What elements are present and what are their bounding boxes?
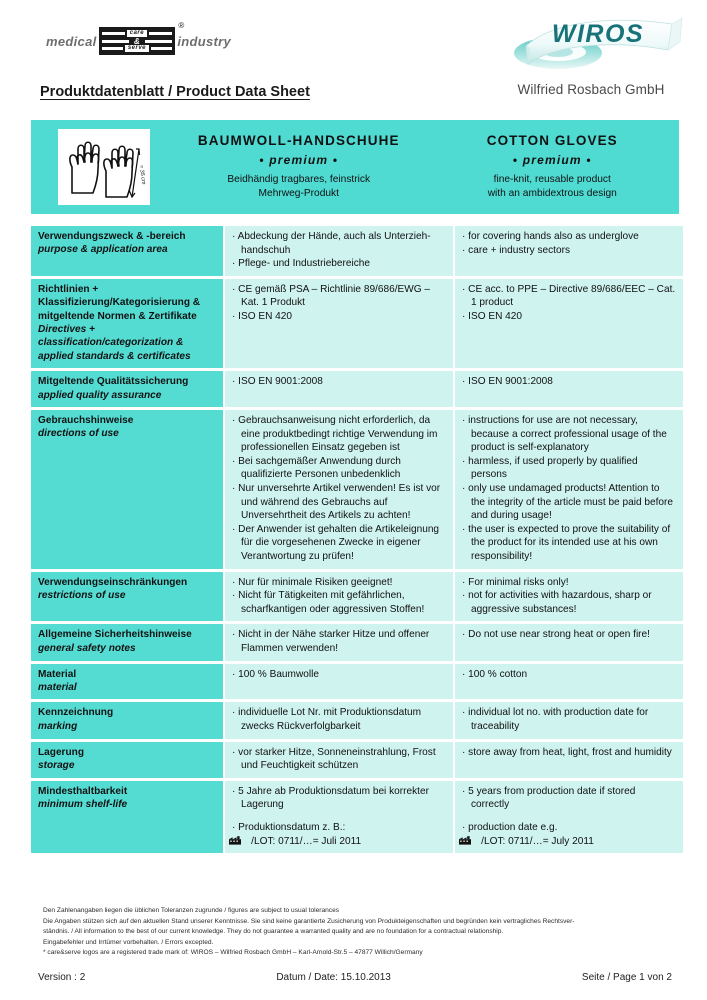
row-label-cell [31, 702, 223, 738]
row-label-de: Lagerung [38, 746, 84, 758]
bullet-item: · CE acc. to PPE – Directive 89/686/EEC – Cat. 1 product [462, 283, 676, 309]
product-premium-de: • premium • [259, 153, 339, 167]
product-desc-de-line1: Beidhändig tragbares, feinstrick [227, 174, 371, 185]
row-label-cell [31, 410, 223, 569]
row-label-cell [31, 817, 223, 853]
row-label-cell [31, 664, 223, 700]
glove-illustration [58, 129, 150, 205]
fine-print-line: Den Zahlenangaben liegen die üblichen Toleranzen zugrunde / figures are subject to usual tolerances [43, 907, 340, 914]
logo-word-medical: medical [46, 33, 97, 49]
row-label-de: Mitgeltende Qualitätssicherung [38, 376, 189, 388]
logo-tag-care: care [127, 30, 147, 37]
bullet-item: · production date e.g. [462, 821, 558, 833]
row-content-de [225, 371, 453, 407]
bullet-item: · Nur unversehrte Artikel verwenden! Es ist vor und während des Gebrauchs auf Unversehrtheit des Artikels zu achten! [232, 483, 441, 522]
fine-print-line: Eingabefehler und Irrtümer vorbehalten. / Errors excepted. [43, 938, 214, 946]
row-label-cell [31, 572, 223, 622]
row-label-cell [31, 624, 223, 660]
bullet-item: · ISO EN 420 [462, 310, 523, 322]
row-content-de [225, 817, 453, 853]
table-row [31, 742, 683, 778]
row-label-en: applied quality assurance [38, 389, 162, 401]
bullet-item: · not for activities with hazardous, sharp or aggressive substances! [462, 590, 652, 615]
row-content-de [225, 742, 453, 778]
product-name-en: COTTON GLOVES [486, 133, 618, 148]
table-row [31, 226, 683, 276]
bullet-item: · Produktionsdatum z. B.: [232, 821, 346, 833]
glove-illustration-svg [60, 131, 148, 203]
row-label-cell [31, 781, 223, 817]
row-label-de: Kennzeichnung [38, 707, 114, 719]
bullet-item: · individual lot no. with production date for traceability [462, 707, 649, 732]
row-content-en [455, 742, 683, 778]
footer-page: Seite / Page 1 von 2 [581, 972, 672, 983]
specification-table [31, 226, 683, 853]
row-label-en: marking [38, 720, 78, 732]
company-name: Wilfried Rosbach GmbH [517, 82, 665, 97]
lot-text: /LOT: 0711/…= Juli 2011 [251, 835, 362, 847]
table-row [31, 371, 683, 407]
product-desc-en-line2: with an ambidextrous design [487, 188, 617, 199]
care-and-serve-logo [46, 21, 231, 58]
fine-print-line: Die Angaben stützen sich auf den aktuellen Stand unserer Kenntnisse. Sie sind keine garantierte Zusicherung von Produkteigenschaften und begründen kein vertragliches Rechtsver- [43, 917, 575, 925]
row-content-en [455, 279, 683, 368]
fine-print-line: * care&serve logos are a registered trade mark of: WIROS – Wilfried Rosbach GmbH – Karl-Arnold-Str.5 – 47877 Willich/Germany [43, 949, 423, 957]
fine-print [43, 906, 663, 959]
logo-bar-left [102, 32, 125, 35]
logo-tag-serve: serve [125, 45, 149, 52]
row-label-de: Gebrauchshinweise [38, 415, 134, 427]
bullet-item: · care + industry sectors [462, 244, 570, 256]
logo-bar-right-3 [151, 47, 172, 50]
row-content-de [225, 410, 453, 569]
logo-bar-right [149, 32, 172, 35]
row-content-de [225, 279, 453, 368]
bullet-item: · CE gemäß PSA – Richtlinie 89/686/EWG – Kat. 1 Produkt [232, 283, 431, 309]
row-label-de: Verwendungszweck & -bereich [38, 231, 186, 242]
row-content-en [455, 781, 683, 817]
bullet-item: · the user is expected to prove the suitability of the product for its intended use at his own responsibility! [462, 523, 671, 562]
row-label-cell [31, 226, 223, 276]
bullet-item: · ISO EN 420 [232, 310, 293, 322]
document-footer [38, 972, 672, 983]
registered-trademark-icon: ® [178, 21, 185, 30]
product-desc-en-line1: fine-knit, reusable product [493, 174, 611, 185]
row-label-en: Directives + classification/categorization & applied standards & certificates [38, 324, 191, 362]
manufacturer-lot-icon [468, 836, 480, 845]
product-desc-de-line2: Mehrweg-Produkt [258, 188, 339, 199]
logo-tag-amp: & [134, 36, 140, 46]
product-desc-de [227, 173, 370, 201]
document-header [0, 0, 707, 118]
bullet-item: · Abdeckung der Hände, auch als Unterzieh-handschuh [232, 231, 431, 256]
bullet-item [232, 835, 446, 849]
bullet-item: · Der Anwender ist gehalten die Artikeleignung für die vorgesehenen Zwecke in eigener Verantwortung zu prüfen! [232, 523, 440, 562]
bullet-item: · Do not use near strong heat or open fire! [462, 629, 650, 641]
row-label-de: Material [38, 668, 77, 680]
row-label-en: storage [38, 759, 75, 771]
bullet-item: · Bei sachgemäßer Anwendung durch qualifizierte Personen unbedenklich [232, 455, 401, 481]
logo-row-care [102, 30, 173, 37]
row-label-de: Mindesthaltbarkeit [38, 785, 128, 797]
footer-version: Version : 2 [38, 972, 86, 983]
logo-row-amp [102, 38, 173, 45]
product-title-band [31, 120, 679, 214]
row-content-en [455, 572, 683, 622]
row-content-en [455, 226, 683, 276]
bullet-item: · for covering hands also as underglove [462, 231, 639, 242]
logo-bar-left-2 [102, 40, 130, 43]
row-content-en [455, 664, 683, 700]
bullet-item: · individuelle Lot Nr. mit Produktionsdatum zwecks Rückverfolgbarkeit [232, 707, 422, 732]
bullet-item: · instructions for use are not necessary, because a correct professional usage of the product is self-explanatory [462, 415, 667, 454]
row-label-en: minimum shelf-life [38, 799, 128, 811]
row-content-de [225, 702, 453, 738]
row-content-de [225, 781, 453, 817]
row-label-de: Verwendungseinschränkungen [38, 576, 188, 588]
bullet-item: · 100 % cotton [462, 668, 528, 680]
product-premium-en: • premium • [512, 153, 592, 167]
row-content-de [225, 226, 453, 276]
row-content-de [225, 664, 453, 700]
product-desc-en [488, 173, 617, 201]
row-label-cell [31, 742, 223, 778]
table-row [31, 664, 683, 700]
bullet-item: · For minimal risks only! [462, 576, 569, 588]
table-row [31, 572, 683, 622]
row-content-de [225, 572, 453, 622]
care-serve-mark [99, 21, 185, 55]
logo-bar-left-3 [102, 47, 123, 50]
row-content-en [455, 624, 683, 660]
row-label-en: directions of use [38, 428, 119, 440]
logo-bar-right-2 [145, 40, 173, 43]
bullet-item: · ISO EN 9001:2008 [232, 376, 323, 388]
bullet-item: · only use undamaged products! Attention to the integrity of the article must be paid before and during usage! [462, 483, 673, 522]
row-label-cell [31, 279, 223, 368]
bullet-item: · vor starker Hitze, Sonneneinstrahlung, Frost und Feuchtigkeit schützen [232, 746, 436, 772]
bullet-item: · ISO EN 9001:2008 [462, 376, 553, 388]
row-content-en [455, 702, 683, 738]
row-label-en: purpose & application area [38, 244, 168, 256]
table-row [31, 781, 683, 817]
bullet-item: · Pflege- und Industriebereiche [232, 258, 371, 270]
row-label-en: material [38, 681, 77, 693]
measure-label: ≈ 35 cm [137, 164, 147, 185]
lot-text: /LOT: 0711/…= July 2011 [481, 835, 594, 847]
bullet-item: · store away from heat, light, frost and humidity [462, 746, 672, 758]
table-row [31, 279, 683, 368]
product-title-de [172, 120, 426, 214]
bullet-item: · Gebrauchsanweisung nicht erforderlich, da eine produktbedingt richtige Verwendung im professionellen Einsatz gegeben ist [232, 415, 438, 454]
row-label-en: general safety notes [38, 642, 136, 654]
row-label-cell [31, 371, 223, 407]
bullet-item: · 5 years from production date if stored correctly [462, 785, 636, 811]
wiros-logo [496, 12, 686, 78]
bullet-item: · 100 % Baumwolle [232, 668, 319, 680]
bullet-item [462, 835, 676, 849]
row-label-de: Allgemeine Sicherheitshinweise [38, 629, 192, 641]
page-title: Produktdatenblatt / Product Data Sheet [40, 84, 310, 100]
table-row [31, 624, 683, 660]
bullet-item: · Nicht in der Nähe starker Hitze und offener Flammen verwenden! [232, 629, 430, 654]
bullet-item: · 5 Jahre ab Produktionsdatum bei korrekter Lagerung [232, 785, 429, 811]
bullet-item: · harmless, if used properly by qualified persons [462, 455, 638, 481]
manufacturer-lot-icon [238, 836, 250, 845]
bullet-item: · Nicht für Tätigkeiten mit gefährlichen, scharfkantigen oder aggressiven Stoffen! [232, 590, 425, 615]
logo-row-serve [102, 45, 173, 52]
row-content-de [225, 624, 453, 660]
row-content-en [455, 410, 683, 569]
bullet-item: · Nur für minimale Risiken geeignet! [232, 576, 393, 588]
row-content-en [455, 371, 683, 407]
row-label-de: Richtlinien + Klassifizierung/Kategorisierung & mitgeltende Normen & Zertifikate [38, 283, 201, 322]
product-title-en [426, 120, 680, 214]
footer-date: Datum / Date: 15.10.2013 [276, 972, 391, 983]
row-content-en [455, 817, 683, 853]
product-name-de: BAUMWOLL-HANDSCHUHE [197, 133, 400, 148]
svg-text:WIROS: WIROS [551, 20, 645, 48]
row-label-en: restrictions of use [38, 589, 126, 601]
table-row [31, 702, 683, 738]
fine-print-line: ständnis. / All information to the best of our current knowledge. They do not guarantee a warranted quality and are no foundation for a contractual relationship. [43, 928, 504, 936]
logo-word-industry: industry [177, 33, 231, 49]
wiros-logo-svg [496, 12, 686, 78]
table-row [31, 410, 683, 569]
table-row [31, 817, 683, 853]
